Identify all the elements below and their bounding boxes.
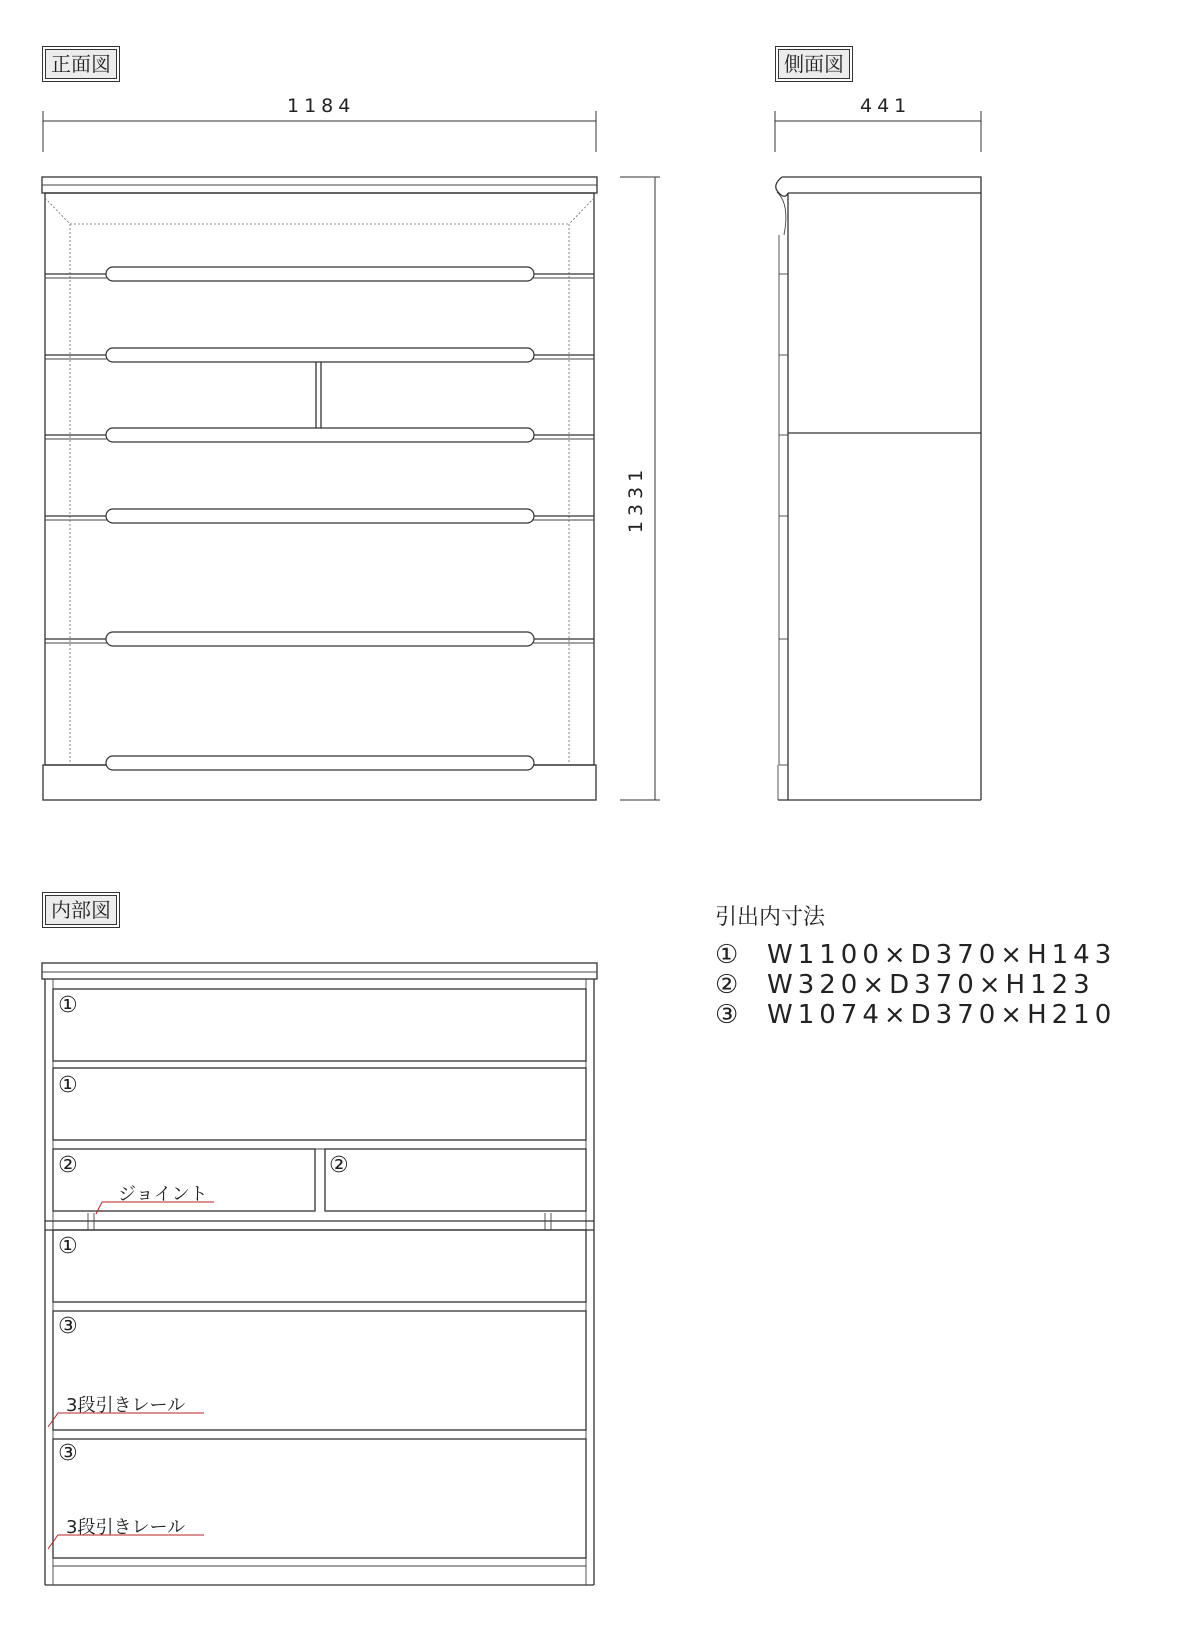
width-dimension-label: 1184	[287, 95, 356, 117]
handle	[106, 428, 534, 442]
height-dimension-label: 1331	[625, 464, 648, 534]
spec-size: W320×D370×H123	[767, 970, 1095, 1000]
inner-view	[42, 963, 597, 1585]
drawer-mark: ①	[58, 993, 78, 1018]
drawer-box	[325, 1149, 586, 1211]
depth-dimension-label: 441	[860, 95, 912, 117]
spec-size: W1074×D370×H210	[767, 1000, 1117, 1030]
drawer-box	[53, 1068, 586, 1140]
drawer-spec-1	[715, 940, 1116, 970]
spec-size: W1100×D370×H143	[767, 940, 1117, 970]
front-view	[42, 111, 597, 800]
handle	[106, 509, 534, 523]
drawer-box	[53, 1439, 586, 1558]
drawer-mark: ②	[329, 1153, 349, 1178]
drawer-mark: ②	[58, 1153, 78, 1178]
joint-label: ジョイント	[118, 1184, 208, 1205]
rail-label-2: 3段引きレール	[66, 1517, 186, 1538]
drawer-spec-heading: 引出内寸法	[715, 905, 826, 930]
drawer-spec-2	[715, 970, 1095, 1000]
front-view-title: 正面図	[42, 46, 120, 82]
handle	[106, 267, 534, 281]
rail-label-1: 3段引きレール	[66, 1395, 186, 1416]
spec-mark: ②	[715, 970, 739, 1000]
drawer-mark: ③	[58, 1441, 78, 1466]
drawer-mark: ①	[58, 1234, 78, 1259]
drawer-box	[53, 1230, 586, 1302]
side-view-title: 側面図	[775, 46, 853, 82]
handle	[106, 632, 534, 646]
drawer-mark: ①	[58, 1073, 78, 1098]
inner-view-title: 内部図	[42, 892, 120, 928]
drawer-box	[53, 989, 586, 1061]
handle	[106, 348, 534, 362]
spec-mark: ③	[715, 1000, 739, 1030]
drawer-spec-3	[715, 1000, 1116, 1030]
side-view	[775, 111, 981, 800]
spec-mark: ①	[715, 940, 739, 970]
handle	[106, 756, 534, 770]
drawer-mark: ③	[58, 1314, 78, 1339]
